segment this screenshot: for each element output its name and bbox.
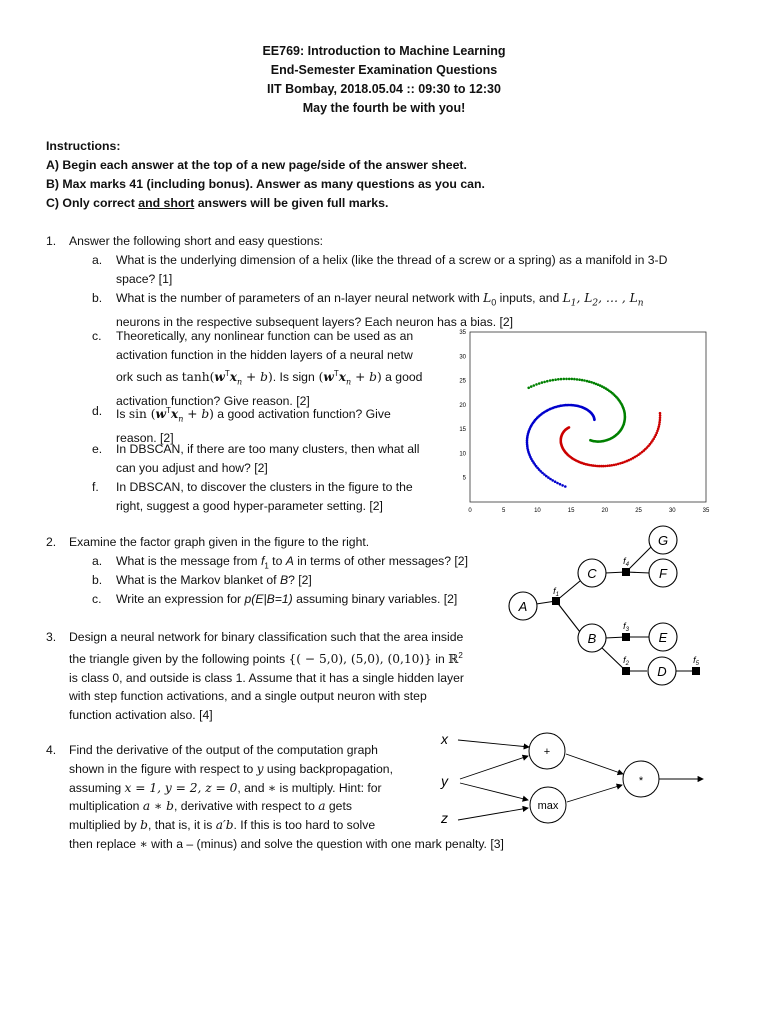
- exam-motto: May the fourth be with you!: [302, 101, 466, 115]
- y-tick-label: 30: [459, 354, 466, 361]
- scatter-point: [583, 379, 586, 382]
- y-tick-label: 10: [459, 451, 466, 458]
- x-tick-label: 20: [601, 508, 609, 514]
- scatter-point: [658, 423, 661, 426]
- scatter-point: [576, 378, 579, 381]
- question-1-text: Answer the following short and easy questions:: [69, 234, 324, 248]
- scatter-point: [593, 382, 596, 385]
- input-z: z: [441, 810, 448, 826]
- scatter-point: [541, 381, 544, 384]
- scatter-point: [658, 421, 661, 424]
- x-tick-label: 5: [502, 508, 506, 514]
- y-tick-label: 35: [459, 330, 466, 336]
- node-D: D: [657, 664, 667, 679]
- svg-text:f1: $f_1$: [553, 586, 559, 598]
- scatter-point: [530, 385, 533, 388]
- scatter-point: [604, 465, 607, 468]
- exam-title: End-Semester Examination Questions: [270, 63, 498, 77]
- scatter-point: [561, 484, 564, 487]
- input-x: x: [441, 731, 448, 747]
- scatter-point: [568, 378, 571, 381]
- x-tick-label: 35: [702, 508, 710, 514]
- node-G: G: [657, 533, 669, 548]
- instruction-b: B) Max marks 41 (including bonus). Answer as many questions as you can.: [46, 177, 485, 191]
- scatter-point: [556, 482, 559, 485]
- svg-text:f2: $f_2$: [623, 655, 629, 667]
- exam-date: IIT Bombay, 2018.05.04 :: 09:30 to 12:30: [267, 82, 501, 96]
- scatter-point: [571, 378, 574, 381]
- scatter-point: [611, 464, 614, 467]
- y-tick-label: 25: [459, 378, 466, 385]
- svg-text:f5: $f_5$: [693, 655, 699, 667]
- scatter-point: [554, 378, 557, 381]
- instructions-title: Instructions:: [46, 139, 121, 153]
- factor-f3: [622, 633, 630, 641]
- instruction-c: C) Only correct and short answers will be given full marks.: [46, 196, 389, 210]
- factor-f1: [552, 597, 560, 605]
- scatter-point: [659, 414, 662, 417]
- scatter-point: [549, 478, 552, 481]
- spiral-scatter-chart: [452, 328, 718, 514]
- scatter-point: [658, 425, 661, 428]
- scatter-point: [573, 378, 576, 381]
- instruction-a: A) Begin each answer at the top of a new page/side of the answer sheet.: [46, 158, 467, 172]
- scatter-point: [590, 381, 593, 384]
- x-tick-label: 0: [468, 508, 472, 514]
- node-F: F: [659, 566, 667, 581]
- scatter-point: [535, 383, 538, 386]
- course-title: EE769: Introduction to Machine Learning: [262, 44, 506, 58]
- scatter-point: [527, 387, 530, 390]
- scatter-point: [578, 378, 581, 381]
- scatter-point: [533, 384, 536, 387]
- scatter-point: [617, 463, 620, 466]
- x-tick-label: 10: [534, 508, 541, 514]
- x-tick-label: 25: [635, 508, 642, 514]
- scatter-point: [559, 483, 562, 486]
- scatter-point: [659, 417, 662, 420]
- scatter-point: [586, 380, 589, 383]
- svg-text:f4: $f_4$: [623, 556, 629, 568]
- scatter-point: [659, 412, 662, 415]
- x-tick-label: 30: [668, 508, 676, 514]
- exam-header: [0, 42, 768, 118]
- scatter-point: [543, 381, 546, 384]
- op-max: max: [537, 800, 559, 812]
- op-plus: +: [543, 746, 551, 758]
- scatter-point: [565, 378, 568, 381]
- instructions: [46, 137, 726, 213]
- node-E: E: [658, 630, 668, 645]
- scatter-point: [551, 479, 554, 482]
- scatter-point: [538, 382, 541, 385]
- y-tick-label: 5: [462, 475, 466, 482]
- scatter-point: [564, 485, 567, 488]
- scatter-point: [560, 378, 563, 381]
- scatter-point: [552, 379, 555, 382]
- scatter-point: [546, 380, 549, 383]
- y-tick-labels: [459, 330, 466, 482]
- svg-text:f3: $f_3$: [623, 621, 629, 633]
- x-tick-label: 15: [567, 508, 575, 514]
- y-tick-label: 15: [459, 427, 466, 434]
- y-tick-label: 20: [459, 402, 466, 409]
- node-B: B: [587, 631, 597, 646]
- factor-f5: [692, 667, 700, 675]
- scatter-point: [557, 378, 560, 381]
- op-multiply: *: [638, 775, 644, 787]
- factor-f2: [622, 667, 630, 675]
- scatter-point: [563, 378, 566, 381]
- input-y: y: [441, 773, 448, 789]
- scatter-point: [549, 379, 552, 382]
- data-points: [526, 378, 662, 488]
- scatter-point: [554, 480, 557, 483]
- factor-f4: [622, 568, 630, 576]
- plot-frame: [470, 332, 706, 502]
- scatter-point: [545, 475, 548, 478]
- node-A: A: [518, 599, 528, 614]
- factor-graph: [505, 524, 720, 690]
- scatter-point: [588, 380, 591, 383]
- x-tick-labels: [468, 508, 710, 514]
- scatter-point: [581, 379, 584, 382]
- node-C: C: [587, 566, 597, 581]
